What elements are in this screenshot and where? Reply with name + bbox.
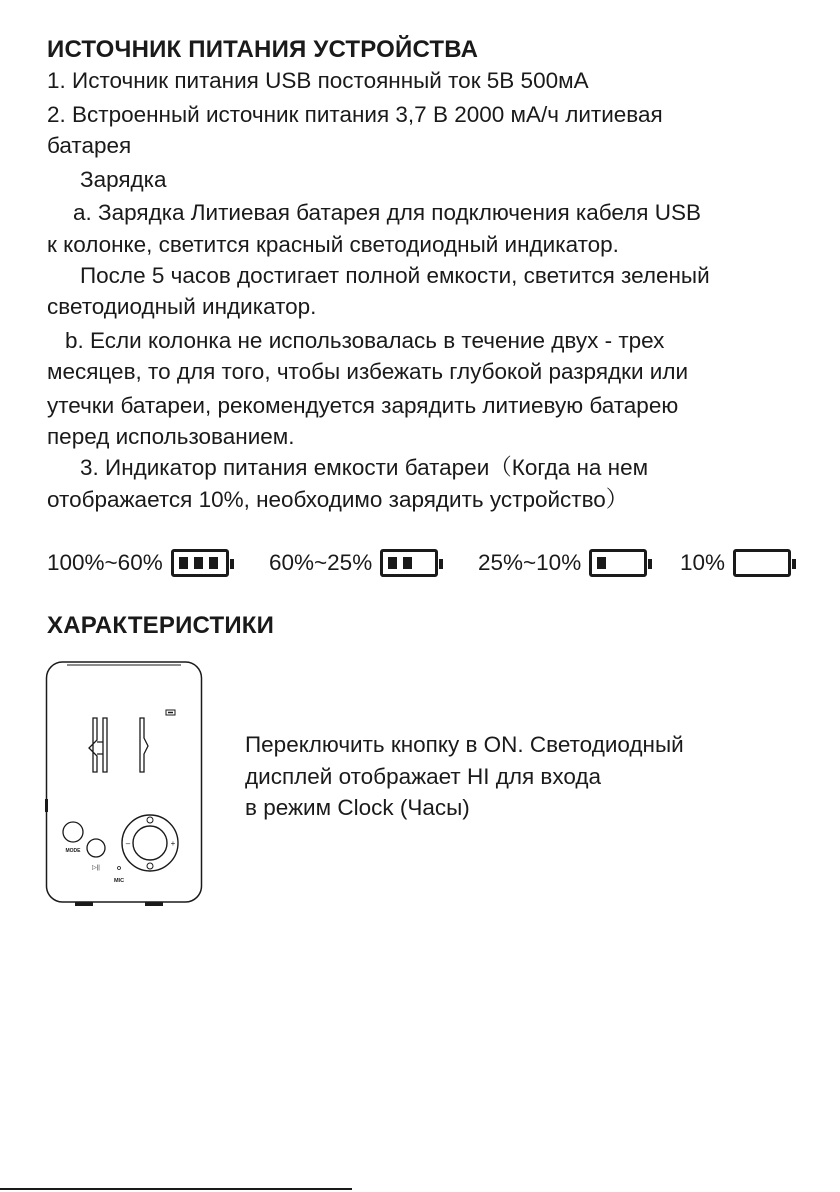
battery-level-label: 10% <box>680 550 726 575</box>
battery-level-label: 60%~25% <box>269 550 373 575</box>
text-line: 3. Индикатор питания емкости батареи（Когда на нем <box>80 455 649 480</box>
battery-level-label: 100%~60% <box>47 550 163 575</box>
text-line: отображается 10%, необходимо зарядить устройство） <box>47 487 629 512</box>
text-line: 1. Источник питания USB постоянный ток 5В 500мА <box>47 68 589 93</box>
text-line: Зарядка <box>80 167 167 192</box>
battery-level-label: 25%~10% <box>478 550 582 575</box>
mic-label: MIC <box>113 878 125 884</box>
battery-two-bars-icon <box>380 549 438 577</box>
feature-description-line: дисплей отображает HI для входа <box>245 764 602 789</box>
svg-text:▷||: ▷|| <box>92 865 100 871</box>
text-line: утечки батареи, рекомендуется зарядить литиевую батарею <box>47 393 679 418</box>
battery-level-low <box>478 545 647 581</box>
bottom-divider <box>0 1188 352 1190</box>
text-line: светодиодный индикатор. <box>47 294 317 319</box>
text-line: 2. Встроенный источник питания 3,7 В 2000 мА/ч литиевая <box>47 102 663 127</box>
feature-description-line: в режим Clock (Часы) <box>245 795 470 820</box>
text-line: батарея <box>47 133 132 158</box>
feature-description-line: Переключить кнопку в ON. Светодиодный <box>245 732 684 757</box>
text-line: b. Если колонка не использовалась в течение двух - трех <box>65 328 665 353</box>
svg-text:–: – <box>125 839 131 848</box>
power-section-title: ИСТОЧНИК ПИТАНИЯ УСТРОЙСТВА <box>47 36 479 63</box>
text-line: a. Зарядка Литиевая батарея для подключения кабеля USB <box>73 200 701 225</box>
battery-level-full <box>47 545 229 581</box>
text-line: к колонке, светится красный светодиодный индикатор. <box>47 232 619 257</box>
speaker-device-icon <box>45 660 205 910</box>
device-illustration <box>45 660 205 910</box>
mode-label: MODE <box>65 848 81 854</box>
text-line: После 5 часов достигает полной емкости, светится зеленый <box>80 263 710 288</box>
battery-empty-icon <box>733 549 791 577</box>
battery-three-bars-icon <box>171 549 229 577</box>
svg-text:+: + <box>170 839 176 848</box>
battery-one-bar-icon <box>589 549 647 577</box>
text-line: месяцев, то для того, чтобы избежать глубокой разрядки или <box>47 359 689 384</box>
battery-level-empty <box>680 545 791 581</box>
text-line: перед использованием. <box>47 424 295 449</box>
features-section-title: ХАРАКТЕРИСТИКИ <box>47 612 275 639</box>
battery-level-medium <box>269 545 438 581</box>
